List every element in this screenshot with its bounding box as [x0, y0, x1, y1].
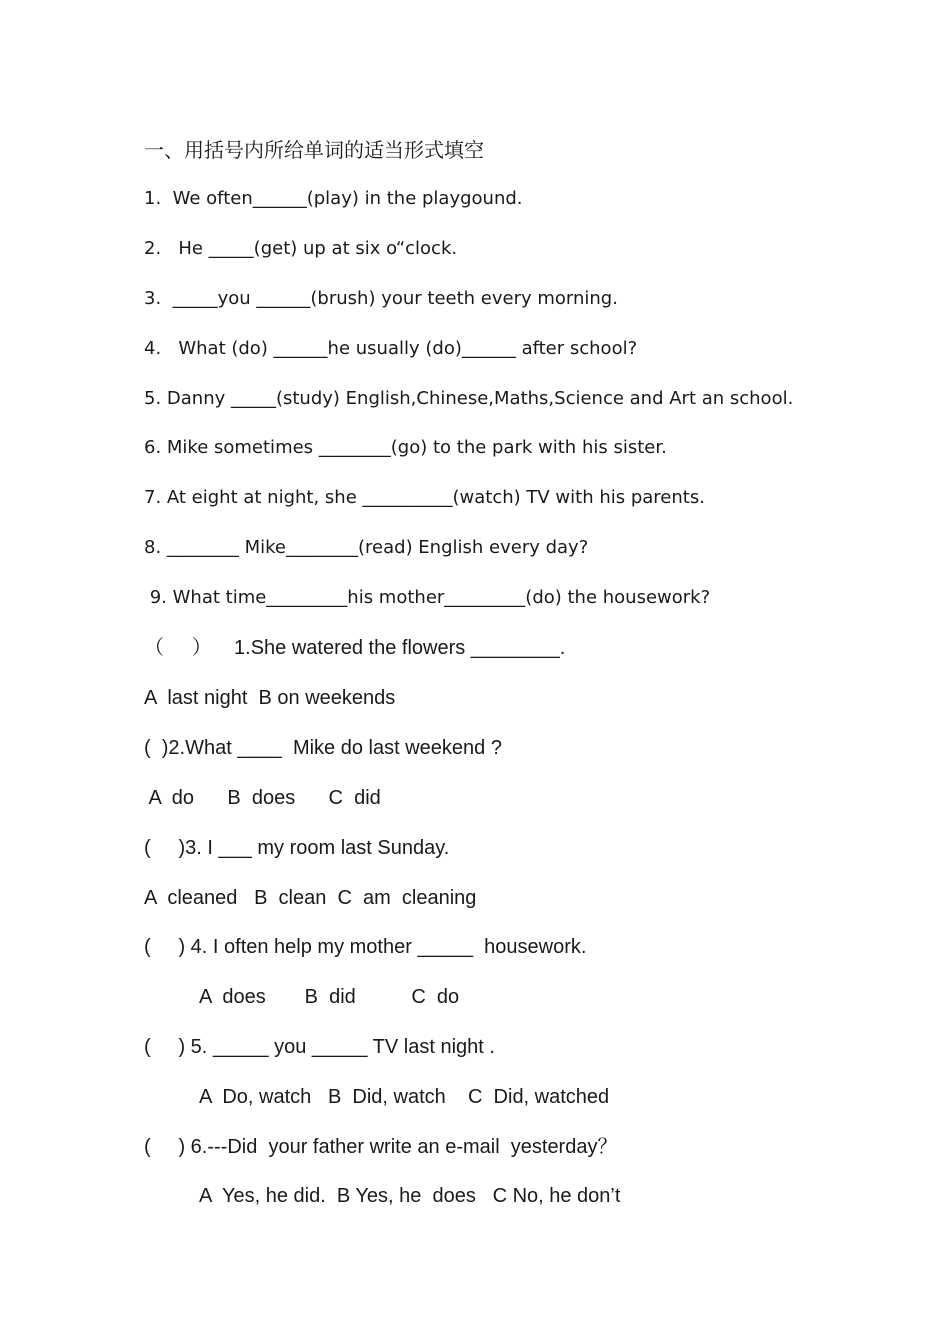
choice-question-2: ( )2.What ____ Mike do last weekend ? [144, 737, 502, 759]
section-heading: 一、用括号内所给单词的适当形式填空 [144, 138, 484, 162]
fill-item-2: 2. He _____(get) up at six o“clock. [144, 238, 458, 259]
fill-item-9: 9. What time_________his mother_________(do) the housework? [144, 587, 711, 608]
fill-item-4: 4. What (do) ______he usually (do)______ after school? [144, 338, 638, 359]
choice-question-6: ( ) 6.---Did your father write an e-mail yesterday？ [144, 1136, 618, 1158]
fill-item-6: 6. Mike sometimes ________(go) to the park with his sister. [144, 437, 667, 458]
fill-item-1: 1. We often______(play) in the playgound. [144, 188, 523, 209]
fill-item-3: 3. _____you ______(brush) your teeth every morning. [144, 288, 618, 309]
choice-question-4: ( ) 4. I often help my mother _____ housework. [144, 936, 587, 958]
fill-item-8: 8. ________ Mike________(read) English every day? [144, 537, 589, 558]
choice-options-2: A do B does C did [144, 787, 381, 809]
choice-question-1: （ ） 1.She watered the flowers ________. [144, 637, 566, 659]
choice-options-1: A last night B on weekends [144, 687, 396, 709]
choice-options-5: A Do, watch B Did, watch C Did, watched [199, 1086, 610, 1108]
choice-question-5: ( ) 5. _____ you _____ TV last night . [144, 1036, 495, 1058]
fill-item-7: 7. At eight at night, she __________(watch) TV with his parents. [144, 487, 705, 508]
choice-options-6: A Yes, he did. B Yes, he does C No, he don’t [199, 1185, 621, 1207]
fill-item-5: 5. Danny _____(study) English,Chinese,Maths,Science and Art an school. [144, 388, 794, 409]
choice-options-3: A cleaned B clean C am cleaning [144, 887, 477, 909]
choice-options-4: A does B did C do [199, 986, 460, 1008]
choice-question-3: ( )3. I ___ my room last Sunday. [144, 837, 450, 859]
